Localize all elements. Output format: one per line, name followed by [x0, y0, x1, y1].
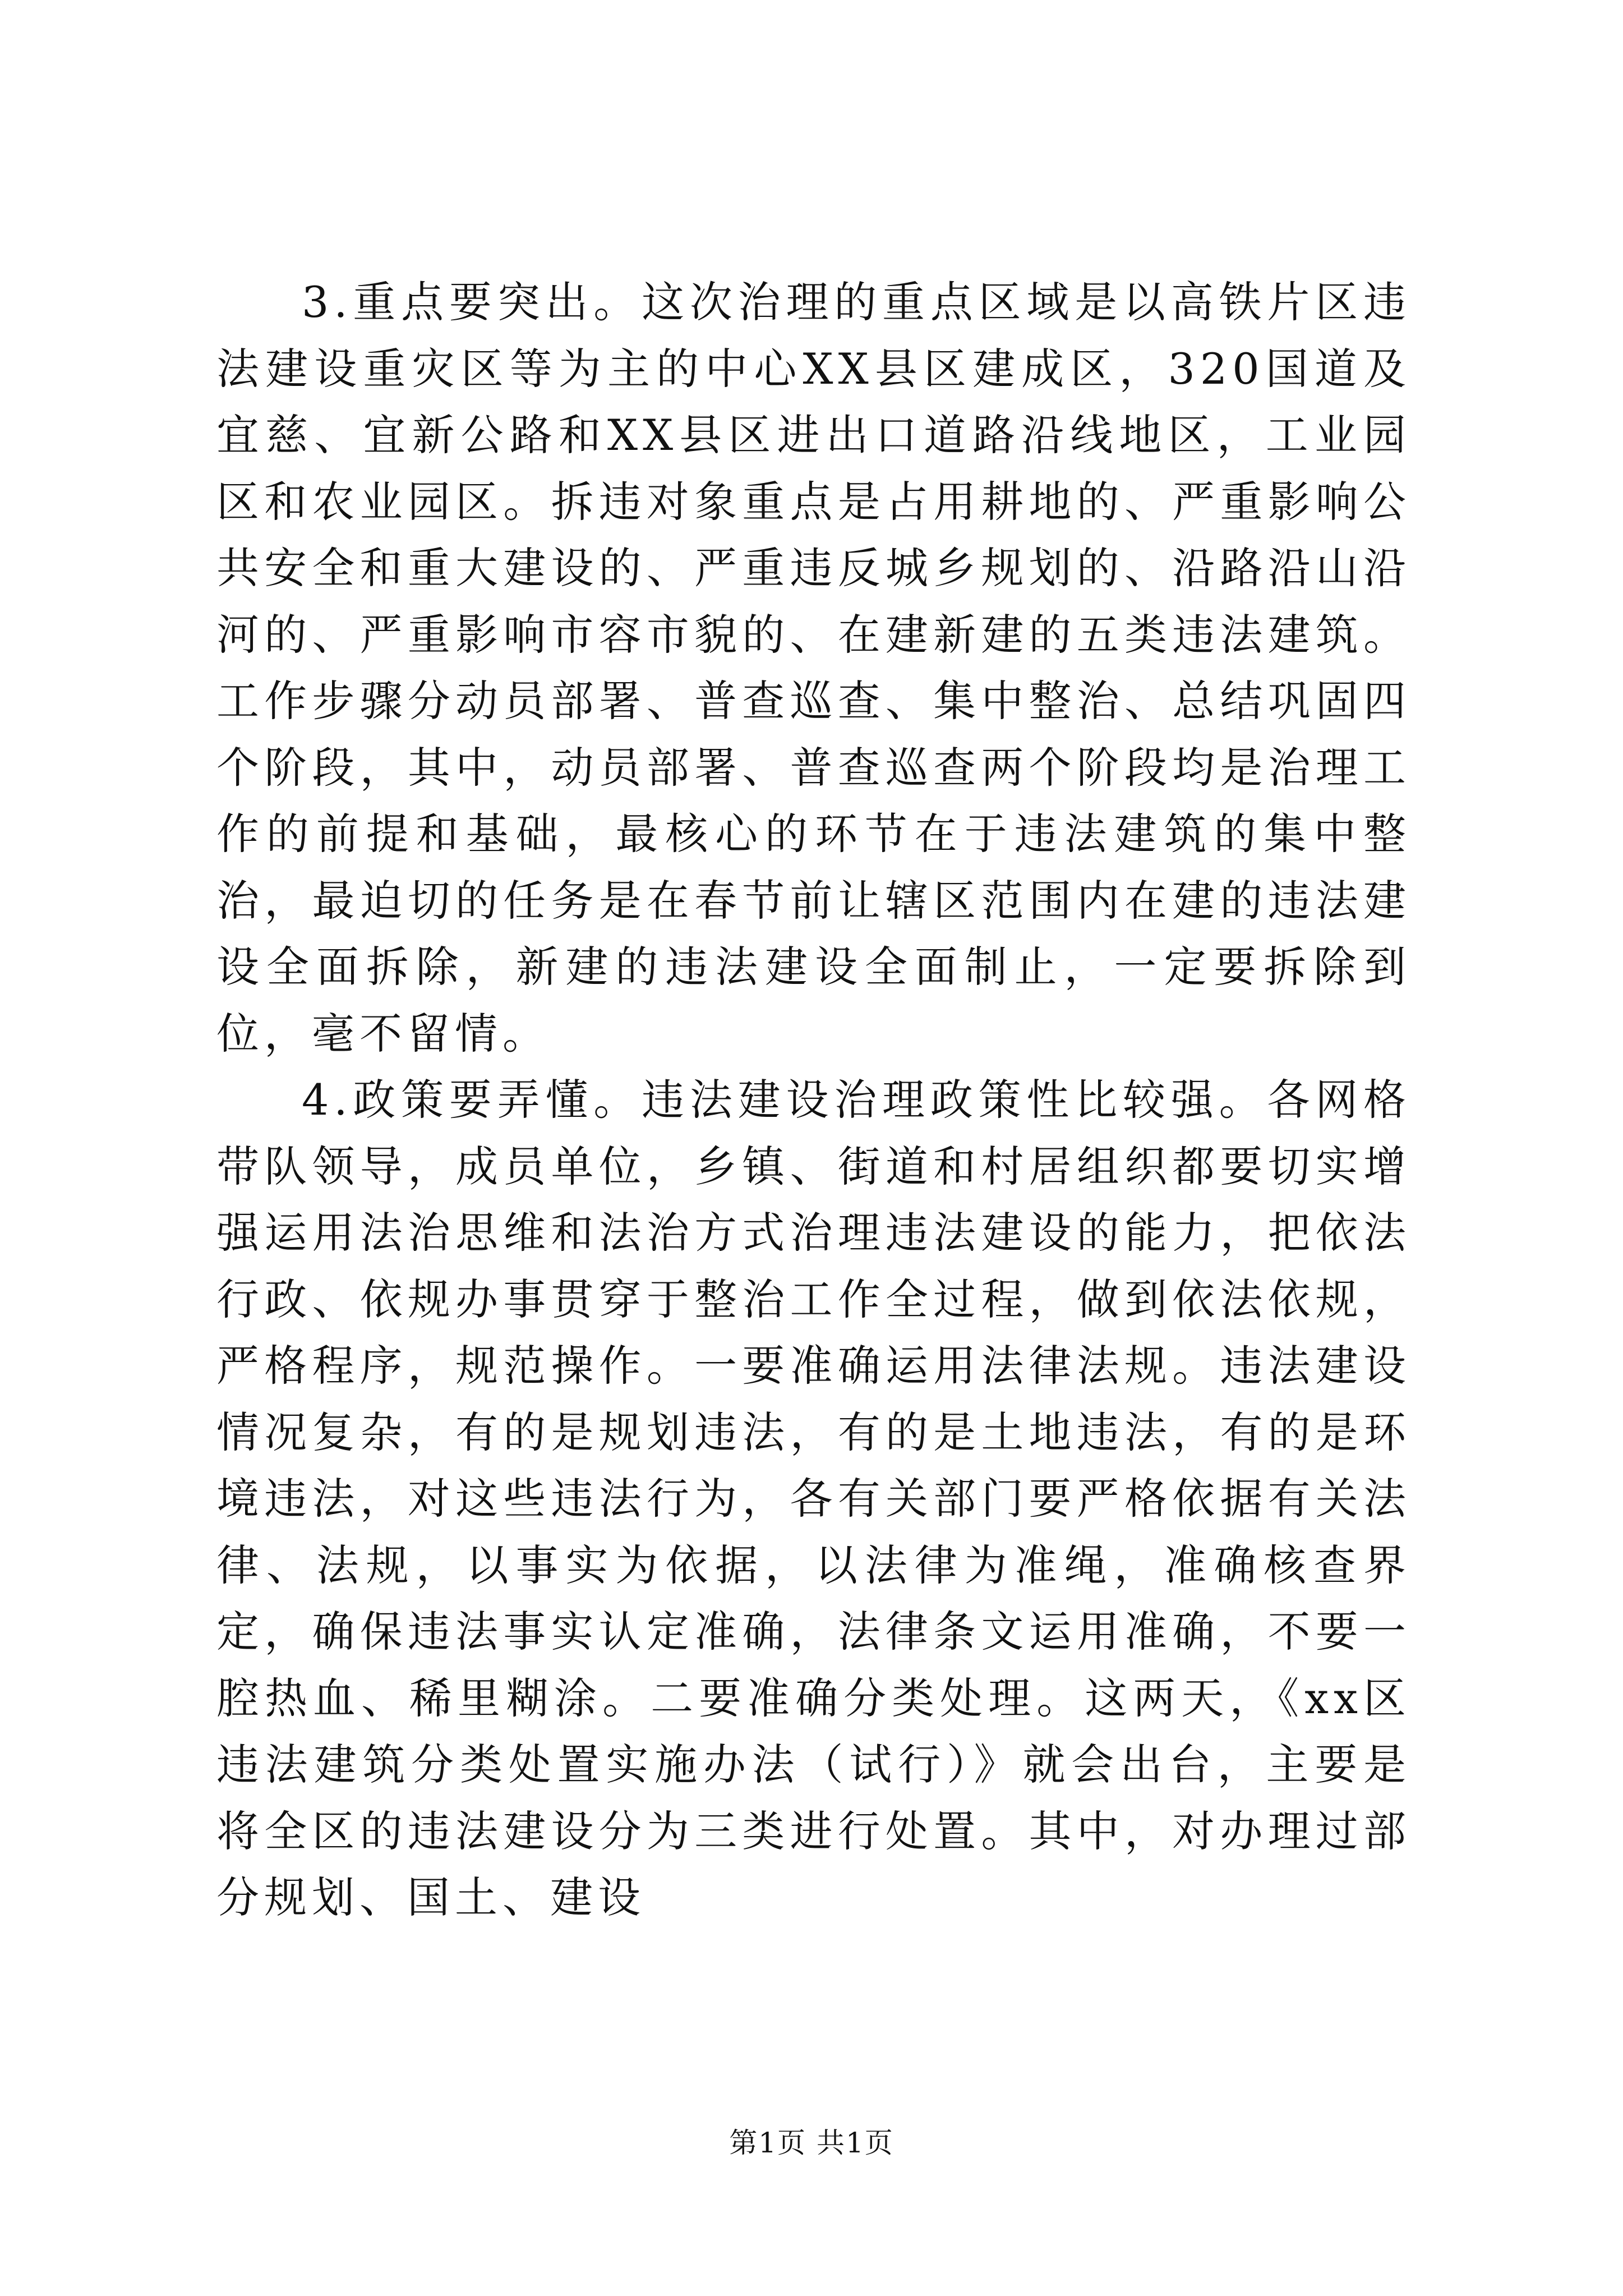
document-body	[216, 269, 1411, 1931]
paragraph-key-areas: 3.重点要突出。这次治理的重点区域是以高铁片区违法建设重灾区等为主的中心XX县区建成区，320国道及宜慈、宜新公路和XX县区进出口道路沿线地区，工业园区和农业园区。拆违对象重点是占用耕地的、严重影响公共安全和重大建设的、严重违反城乡规划的、沿路沿山沿河的、严重影响市容市貌的、在建新建的五类违法建筑。工作步骤分动员部署、普查巡查、集中整治、总结巩固四个阶段，其中，动员部署、普查巡查两个阶段均是治理工作的前提和基础，最核心的环节在于违法建筑的集中整治，最迫切的任务是在春节前让辖区范围内在建的违法建设全面拆除，新建的违法建设全面制止，一定要拆除到位，毫不留情。	[216, 277, 1411, 1059]
page-footer: 第1页 共1页	[729, 2127, 894, 2159]
paragraph-policy: 4.政策要弄懂。违法建设治理政策性比较强。各网格带队领导，成员单位，乡镇、街道和村居组织都要切实增强运用法治思维和法治方式治理违法建设的能力，把依法行政、依规办事贯穿于整治工作全过程，做到依法依规，严格程序，规范操作。一要准确运用法律法规。违法建设情况复杂，有的是规划违法，有的是土地违法，有的是环境违法，对这些违法行为，各有关部门要严格依据有关法律、法规，以事实为依据，以法律为准绳，准确核查界定，确保违法事实认定准确，法律条文运用准确，不要一腔热血、稀里糊涂。二要准确分类处理。这两天，《xx区违法建筑分类处置实施办法（试行）》就会出台，主要是将全区的违法建设分为三类进行处置。其中，对办理过部分规划、国土、建设	[216, 1075, 1411, 1922]
